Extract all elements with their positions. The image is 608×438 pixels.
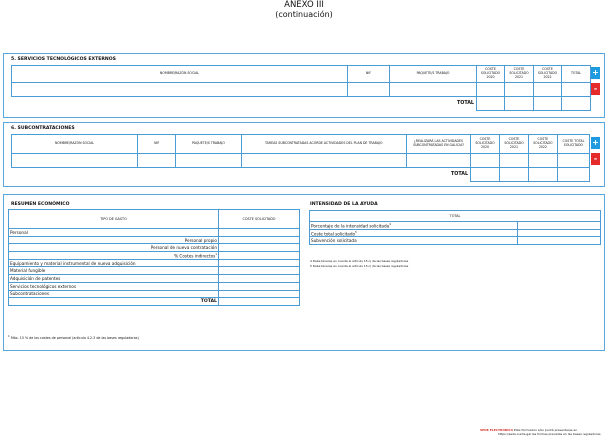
table-row (12, 83, 591, 97)
col-header: COSTE SOLICITADO 2021 (500, 135, 529, 154)
table-row (9, 244, 300, 252)
col-header: COSTE SOLICITADO 2022 (534, 66, 562, 83)
footer-text: Este formulario sólo podrá presentarse en (514, 428, 578, 432)
input-cell (562, 83, 591, 97)
page-subtitle: (continuación) (275, 10, 333, 19)
total-cell (477, 97, 505, 111)
total-row (9, 298, 300, 306)
total-row (12, 168, 590, 182)
input-cell[interactable] (12, 154, 138, 168)
table-row (9, 290, 300, 298)
row-label-cell (9, 252, 219, 260)
add-row-button[interactable]: + (592, 138, 599, 147)
col-header: TOTAL (310, 211, 601, 222)
resumen-title: RESUMEN ECONÓMICO (11, 202, 70, 207)
section-5-table (11, 65, 591, 111)
col-header: COSTE SOLICITADO 2020 (471, 135, 500, 154)
col-header: TIPO DE GASTO (9, 210, 219, 229)
footnote-mark: 1 (8, 334, 10, 338)
row-label: Personal de nueva contratación (9, 244, 219, 252)
value-cell (219, 267, 300, 275)
total-cell (534, 97, 562, 111)
total-cell (471, 168, 500, 182)
value-cell (219, 229, 300, 237)
row-label: Subvención solicitada (310, 237, 518, 245)
total-cell (219, 298, 300, 306)
total-cell (557, 168, 589, 182)
col-header: COSTE TOTAL SOLICITADO (557, 135, 589, 154)
value-cell (518, 237, 601, 245)
value-cell (219, 275, 300, 283)
total-cell (505, 97, 534, 111)
col-header: PAQUETE/S TRABAJO (390, 66, 477, 83)
col-header: NOMBRE/RAZÓN SOCIAL (12, 66, 348, 83)
row-label: Equipamiento y material instrumental de nueva adquisición (9, 259, 219, 267)
table-row (9, 282, 300, 290)
row-label: Material fungible (9, 267, 219, 275)
section-6-table (11, 134, 590, 182)
input-cell[interactable] (477, 83, 505, 97)
input-cell[interactable] (12, 83, 348, 97)
row-label-cell (310, 222, 518, 230)
section-6-title: 6. SUBCONTRATACIONES (11, 126, 75, 131)
intensidad-note: 4 Debe tenerse en cuenta el artículo 15.c) de las bases reguladoras (310, 259, 409, 263)
page-title: ANEXO III (284, 0, 324, 10)
input-cell[interactable] (528, 154, 557, 168)
sede-logo: SEDE ELECTRÓNICA (480, 428, 514, 432)
table-row (9, 267, 300, 275)
value-cell (518, 229, 601, 237)
table-row (310, 229, 601, 237)
total-label: TOTAL (456, 100, 474, 106)
total-label: TOTAL (9, 298, 219, 306)
add-row-button[interactable]: + (592, 68, 599, 77)
input-cell[interactable] (406, 154, 470, 168)
col-header: COSTE SOLICITADO 2020 (477, 66, 505, 83)
input-cell (557, 154, 589, 168)
col-header: TOTAL (562, 66, 591, 83)
table-row (9, 229, 300, 237)
input-cell[interactable] (505, 83, 534, 97)
total-cell (500, 168, 529, 182)
table-row (9, 259, 300, 267)
input-cell[interactable] (176, 154, 241, 168)
value-cell (219, 236, 300, 244)
table-row (310, 222, 601, 230)
total-label: TOTAL (451, 171, 469, 177)
footnote-text: Máx. 15 % de los costes de personal (artículo 4.2.3 de las bases reguladoras) (10, 336, 139, 341)
footnote-mark: 4 (389, 223, 391, 227)
input-cell[interactable] (348, 83, 390, 97)
table-row (9, 275, 300, 283)
value-cell (518, 222, 601, 230)
row-label: Adquisición de patentes (9, 275, 219, 283)
row-label-cell (310, 229, 518, 237)
row-label: Subcontrataciones (9, 290, 219, 298)
input-cell[interactable] (500, 154, 529, 168)
col-header: PAQUETE/S TRABAJO (176, 135, 241, 154)
col-header: COSTE SOLICITADO 2022 (528, 135, 557, 154)
total-cell (528, 168, 557, 182)
value-cell (219, 259, 300, 267)
table-row (9, 252, 300, 260)
input-cell[interactable] (534, 83, 562, 97)
page-header (0, 0, 608, 19)
value-cell (219, 282, 300, 290)
input-cell[interactable] (471, 154, 500, 168)
remove-row-button[interactable]: - (591, 153, 600, 165)
footnote-mark: 1 (215, 253, 217, 257)
page-footer-line2: https://sede.xunta.gal las formas previstas en las bases reguladoras (498, 432, 601, 436)
value-cell (219, 244, 300, 252)
resumen-table (8, 209, 300, 306)
col-header: COSTE SOLICITADO 2021 (505, 66, 534, 83)
row-label: Porcentaje de la intensidad solicitada (311, 223, 390, 229)
value-cell (219, 252, 300, 260)
input-cell[interactable] (138, 154, 176, 168)
section-5-title: 5. SERVICIOS TECNOLÓGICOS EXTERNOS (11, 57, 116, 62)
row-label: Coste total solicitado (311, 231, 356, 237)
col-header: NIF (348, 66, 390, 83)
footnote-mark: 5 (355, 230, 357, 234)
row-label: Personal propio (9, 236, 219, 244)
input-cell[interactable] (390, 83, 477, 97)
col-header: ¿REALIZARÁ LAS ACTIVIDADES SUBCONTRATADAS EN GALICIA? (406, 135, 470, 154)
row-label: Servicios tecnológicos externos (9, 282, 219, 290)
intensidad-note: 5 Debe tenerse en cuenta el artículo 15.c) de las bases reguladoras (310, 264, 409, 268)
table-row (9, 236, 300, 244)
row-label: % Costes indirectos (174, 253, 216, 259)
input-cell[interactable] (241, 154, 406, 168)
row-label: Personal (9, 229, 219, 237)
remove-row-button[interactable]: - (591, 83, 600, 95)
col-header: NIF (138, 135, 176, 154)
table-row (310, 237, 601, 245)
col-header: NOMBRE/RAZÓN SOCIAL (12, 135, 138, 154)
total-row (12, 97, 591, 111)
col-header: COSTE SOLICITADO (219, 210, 300, 229)
intensidad-title: INTENSIDAD DE LA AYUDA (310, 202, 378, 207)
value-cell (219, 290, 300, 298)
resumen-footnote (8, 334, 139, 340)
col-header: TAREAS SUBCONTRATADAS ACORDE ACTIVIDADES DEL PLAN DE TRABAJO (241, 135, 406, 154)
total-cell (562, 97, 591, 111)
intensidad-table (309, 210, 601, 245)
table-row (12, 154, 590, 168)
